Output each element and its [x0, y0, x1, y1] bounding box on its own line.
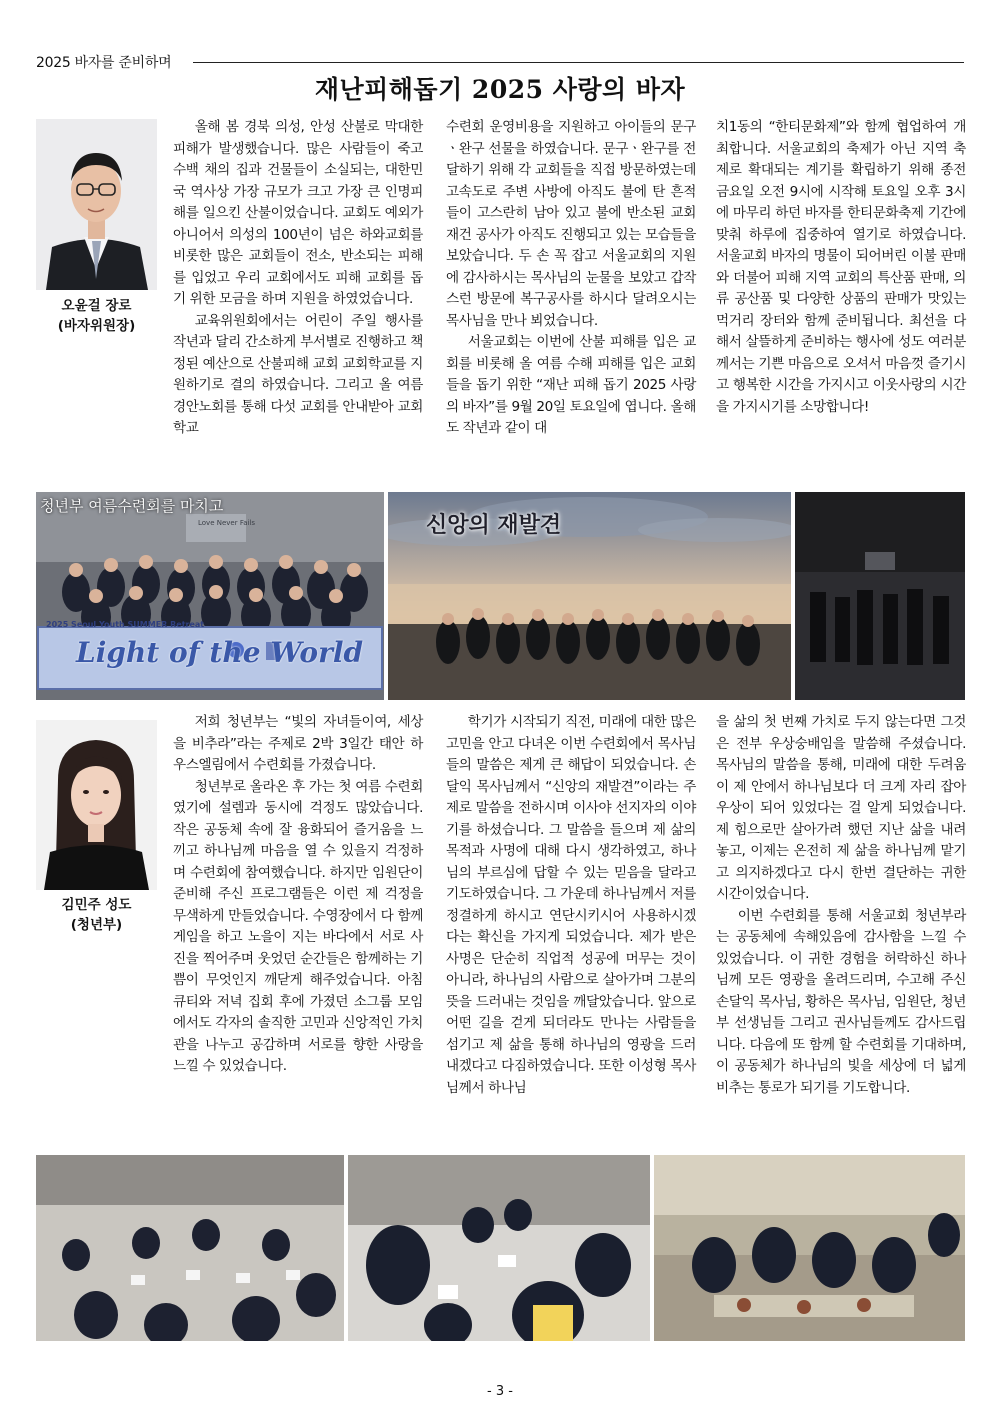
photo-title: 신앙의 재발견: [426, 513, 562, 538]
photo-label: 청년부 여름수련회를 마치고: [40, 497, 224, 515]
article1-column-1: [173, 117, 423, 440]
paragraph: 올해 봄 경북 의성, 안성 산불로 막대한 피해가 발생했습니다. 많은 사람들이 죽고 수백 채의 집과 건물들이 소실되는, 대한민국 역사상 가장 규모가 크고 가장 큰 인명피해를 일으킨 산불이었습니다. 교회도 예외가 아니어서 의성의 100년이 넘은 하와교회를 비롯한 많은 교회들이 전소, 반소되는 피해를 입었고 우리 교회에서도 피해 교회를 돕기 위한 모금을 하며 지원을 하였었습니다.: [173, 119, 423, 307]
article2-column-3: [716, 712, 966, 1099]
article1-column-3: [716, 117, 966, 418]
night-worship-photo: [795, 492, 965, 700]
article1-column-2: [446, 117, 696, 440]
tshirt-text: Love Never Fails: [198, 519, 256, 527]
paragraph: 교육위원회에서는 어린이 주일 행사를 작년과 달리 간소하게 부서별로 진행하고 책정된 예산으로 산불피해 교회 교회학교를 지원하기로 결의 하였습니다. 그리고 올 여름 경안노회를 통해 다섯 교회를 안내받아 교회학교: [173, 312, 423, 436]
author-photo-kim: [36, 720, 157, 890]
page-number: - 3 -: [487, 1384, 513, 1399]
retreat-group-photo: [36, 492, 384, 700]
section-label: 2025 바자를 준비하며: [36, 55, 172, 71]
banner-title: Light of the World: [76, 636, 364, 669]
author-caption-oh: [36, 296, 157, 336]
section-rule: [193, 62, 964, 63]
author-caption-kim: [36, 895, 157, 935]
paragraph: 수련회 운영비용을 지원하고 아이들의 문구ㆍ완구 선물을 하였습니다. 문구ㆍ완구를 전달하기 위해 각 교회들을 직접 방문하였는데 고속도로 주변 사방에 아직도 불에 탄 흔적들이 고스란히 남아 있고 불에 반소된 교회 재건 공사가 아직도 진행되고 있는 모습들을 보았습니다. 두 손 꼭 잡고 서울교회의 지원에 감사하시는 목사님의 눈물을 보았고 갑작스런 방문에 복구공사를 하시다 달려오시는 목사님을 만나 뵈었습니다.: [446, 119, 696, 329]
paragraph: 이번 수련회를 통해 서울교회 청년부라는 공동체에 속해있음에 감사함을 느낄 수 있었습니다. 이 귀한 경험을 허락하신 하나님께 모든 영광을 올려드리며, 수고해 주신 손달익 목사님, 황하은 목사님, 임원단, 청년부 선생님들 그리고 권사님들께도 감사드립니다. 다음에 또 함께 할 수련회를 기대하며, 이 공동체가 하나님의 빛을 세상에 더 넓게 비추는 통로가 되기를 기도합니다.: [716, 907, 966, 1096]
article2-column-2: [446, 712, 696, 1099]
paragraph: 서울교회는 이번에 산불 피해를 입은 교회를 비롯해 올 여름 수해 피해를 입은 교회들을 돕기 위한 “재난 피해 돕기 2025 사랑의 바자”를 9월 20일 토요일에 엽니다. 올해도 작년과 같이 대: [446, 334, 696, 436]
page-title: 재난피해돕기 2025 사랑의 바자: [314, 75, 686, 104]
author-photo-oh: [36, 119, 157, 290]
author-name: 김민주 성도: [61, 897, 132, 913]
banner-subtitle: 2025 Seoul Youth SUMMER Retreat: [46, 620, 205, 629]
author-role: (바자위원장): [57, 318, 136, 334]
paragraph: 치1동의 “한티문화제”와 함께 협업하여 개최합니다. 서울교회의 축제가 아닌 지역 축제로 확대되는 계기를 확립하기 위해 종전 금요일 오전 9시에 시작해 토요일 오후 3시에 마무리 하던 바자를 한티문화축제 기간에 맞춰 하루에 집중하여 열기로 하였습니다. 서울교회 바자의 명물이 되어버린 이불 판매와 더불어 피해 지역 교회의 특산품 판매, 의류 공산품 및 다양한 상품의 판매가 맛있는 먹거리 장터와 함께 준비됩니다. 최선을 다해서 살뜰하게 준비하는 행사에 성도 여러분께서는 기쁜 마음으로 오셔서 마음껏 즐기시고 행복한 시간을 가지시고 이웃사랑의 시간을 가지시기를 소망합니다!: [716, 119, 966, 415]
paragraph: 저희 청년부는 “빛의 자녀들이여, 세상을 비추라”라는 주제로 2박 3일간 태안 하우스엘림에서 수련회를 가졌습니다.: [173, 714, 423, 773]
paragraph: 청년부로 올라온 후 가는 첫 여름 수련회였기에 설렘과 동시에 걱정도 많았습니다. 작은 공동체 속에 잘 융화되어 즐거움을 느끼고 하나님께 마음을 열 수 있을지 걱정하며 수련회에 참여했습니다. 하지만 임원단이 준비해 주신 프로그램들은 이런 제 걱정을 무색하게 만들었습니다. 수영장에서 다 함께 게임을 하고 노을이 지는 바다에서 서로 사진을 찍어주며 웃었던 순간들은 함께하는 기쁨이 무엇인지 깨닫게 해주었습니다. 아침 큐티와 저녁 집회 후에 가졌던 소그룹 모임에서도 각자의 솔직한 고민과 신앙적인 가치관을 나누고 공감하며 서로를 향한 사랑을 느낄 수 있었습니다.: [173, 778, 423, 1074]
meal-together-photo: [654, 1155, 965, 1341]
author-name: 오윤걸 장로: [61, 298, 132, 314]
article2-column-1: [173, 712, 423, 1078]
paragraph: 학기가 시작되기 직전, 미래에 대한 많은 고민을 안고 다녀온 이번 수련회에서 목사님들의 말씀은 제게 큰 해답이 되었습니다. 손달익 목사님께서 “신앙의 재발견”이라는 주제로 말씀을 전하시며 이사야 선지자의 이야기를 하셨습니다. 그 말씀을 들으며 제 삶의 목적과 사명에 대해 다시 생각하였고, 하나님의 부르심에 답할 수 있는 믿음을 달라고 기도하였습니다. 그 가운데 하나님께서 저를 정결하게 하시고 연단시키시어 사용하시겠다는 확신을 가지게 되었습니다. 제가 받은 사명은 단순히 직업적 성공에 머무는 것이 아니라, 하나님의 사람으로 살아가며 그분의 뜻을 드러내는 것임을 깨달았습니다. 앞으로 어떤 길을 걷게 되더라도 만나는 사람들을 섬기고 제 삶을 통해 하나님의 영광을 드러내겠다고 다짐하였습니다. 또한 이성형 목사님께서 하나님: [446, 714, 696, 1096]
paragraph: 을 삶의 첫 번째 가치로 두지 않는다면 그것은 전부 우상숭배임을 말씀해 주셨습니다. 목사님의 말씀을 통해, 미래에 대한 두려움이 제 안에서 하나님보다 더 크게 자리 잡아 우상이 되어 있었다는 걸 알게 되었습니다. 제 힘으로만 살아가려 했던 지난 삶을 내려놓고, 이제는 온전히 제 삶을 하나님께 맡기고 의지하겠다고 다시 한번 결단하는 귀한 시간이었습니다.: [716, 714, 966, 902]
author-role: (청년부): [70, 917, 123, 933]
writing-activity-photo: [348, 1155, 650, 1341]
sunset-beach-group-photo: [388, 492, 791, 700]
small-group-floor-photo: [36, 1155, 344, 1341]
